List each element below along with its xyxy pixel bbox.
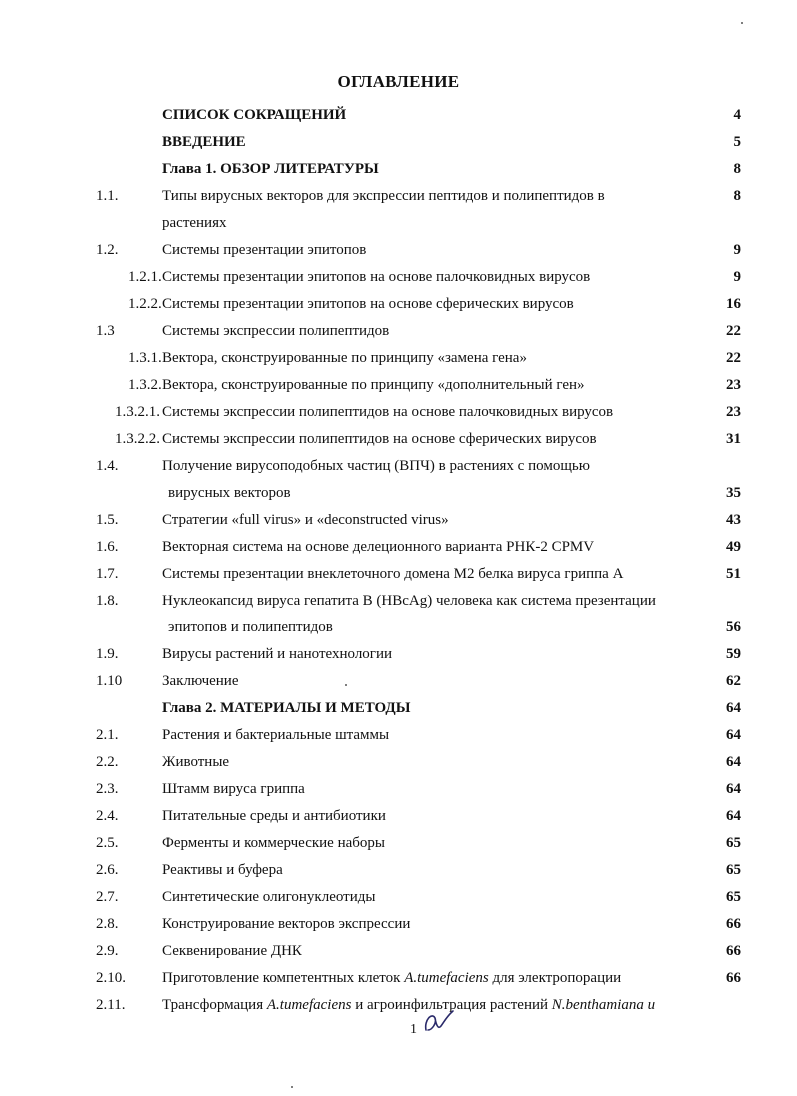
page-title: ОГЛАВЛЕНИЕ <box>337 72 460 91</box>
toc-entry-number: 1.2. <box>96 242 119 258</box>
toc-entry-text: Приготовление компетентных клеток A.tumefaciens для электропорации <box>162 970 622 986</box>
toc-entry-number: 2.2. <box>96 754 119 770</box>
toc-entry-continuation: эпитопов и полипептидов <box>168 619 333 635</box>
toc-entry-text: Заключение <box>162 673 239 689</box>
toc-entry <box>0 644 797 664</box>
toc-entry <box>0 779 797 799</box>
toc-entry <box>0 375 797 395</box>
page-number: 1 <box>410 1022 417 1037</box>
toc-entry-text: Системы презентации эпитопов <box>162 242 367 258</box>
toc-entry-number: 2.5. <box>96 835 119 851</box>
toc-entry-text: Системы экспрессии полипептидов на основе палочковидных вирусов <box>162 404 614 420</box>
toc-entry-text: Ферменты и коммерческие наборы <box>162 835 385 851</box>
toc-entry <box>0 537 797 557</box>
scan-speck <box>345 684 347 686</box>
toc-entry-page: 65 <box>726 862 741 878</box>
toc-entry-text: Глава 2. МАТЕРИАЛЫ И МЕТОДЫ <box>162 700 411 716</box>
toc-entry <box>0 456 797 476</box>
toc-entry-page: 65 <box>726 889 741 905</box>
toc-entry-page: 51 <box>726 566 741 582</box>
toc-entry <box>0 321 797 341</box>
toc-entry-page: 8 <box>733 161 741 177</box>
toc-entry-page: 64 <box>726 781 741 797</box>
toc-entry-number: 1.8. <box>96 593 119 609</box>
toc-entry-page: 43 <box>726 512 741 528</box>
toc-entry-number: 2.6. <box>96 862 119 878</box>
toc-entry-number: 1.9. <box>96 646 119 662</box>
toc-entry-number: 1.3 <box>96 323 115 339</box>
toc-entry-text: Глава 1. ОБЗОР ЛИТЕРАТУРЫ <box>162 161 379 177</box>
toc-entry-number: 1.3.1. <box>128 350 162 366</box>
toc-entry-page: 16 <box>726 296 741 312</box>
toc-entry-page: 8 <box>733 188 741 204</box>
toc-entry-page: 22 <box>726 350 741 366</box>
toc-entry-page: 66 <box>726 970 741 986</box>
toc-entry <box>0 240 797 260</box>
toc-entry-text: Вектора, сконструированные по принципу «дополнительный ген» <box>162 377 585 393</box>
toc-entry-text: Системы презентации эпитопов на основе палочковидных вирусов <box>162 269 591 285</box>
toc-entry-page: 64 <box>726 700 741 716</box>
handwritten-signature <box>422 1008 456 1038</box>
toc-entry-number: 2.1. <box>96 727 119 743</box>
toc-entry <box>0 752 797 772</box>
toc-entry-page: 31 <box>726 431 741 447</box>
toc-entry <box>0 402 797 422</box>
toc-entry-page: 9 <box>733 242 741 258</box>
toc-entry <box>0 806 797 826</box>
toc-entry <box>0 914 797 934</box>
toc-entry <box>0 294 797 314</box>
scan-speck <box>741 22 743 24</box>
toc-entry-continuation-row <box>0 483 797 503</box>
toc-entry-number: 1.3.2.2. <box>115 431 160 447</box>
toc-entry-text: Системы экспрессии полипептидов на основе сферических вирусов <box>162 431 597 447</box>
toc-entry-text: Растения и бактериальные штаммы <box>162 727 390 743</box>
toc-entry-text: Нуклеокапсид вируса гепатита В (HBcAg) человека как система презентации <box>162 593 656 609</box>
toc-entry-page: 62 <box>726 673 741 689</box>
toc-entry-number: 2.7. <box>96 889 119 905</box>
toc-entry-number: 2.4. <box>96 808 119 824</box>
toc-entry-page: 5 <box>733 134 741 150</box>
toc-entry-continuation: растениях <box>162 215 227 231</box>
toc-entry <box>0 429 797 449</box>
toc-entry-number: 1.4. <box>96 458 119 474</box>
toc-entry-number: 1.6. <box>96 539 119 555</box>
toc-entry-number: 1.10 <box>96 673 123 689</box>
toc-entry <box>0 510 797 530</box>
toc-entry-page: 56 <box>726 619 741 635</box>
toc-entry-text: Вектора, сконструированные по принципу «замена гена» <box>162 350 527 366</box>
toc-entry-page: 64 <box>726 808 741 824</box>
toc-entry-text: Вирусы растений и нанотехнологии <box>162 646 393 662</box>
toc-entry-number: 1.5. <box>96 512 119 528</box>
toc-entry-page: 9 <box>733 269 741 285</box>
toc-entry-text: Секвенирование ДНК <box>162 943 302 959</box>
toc-entry <box>0 348 797 368</box>
toc-entry-page: 23 <box>726 404 741 420</box>
toc-entry <box>0 995 797 1015</box>
toc-entry <box>0 591 797 611</box>
toc-entry-text: Реактивы и буфера <box>162 862 283 878</box>
toc-entry <box>0 159 797 179</box>
toc-entry-page: 23 <box>726 377 741 393</box>
toc-entry-page: 66 <box>726 916 741 932</box>
toc-entry-continuation-row <box>0 617 797 637</box>
toc-entry-text: ВВЕДЕНИЕ <box>162 134 246 150</box>
toc-entry <box>0 564 797 584</box>
toc-entry-number: 1.2.1. <box>128 269 162 285</box>
toc-entry <box>0 941 797 961</box>
toc-entry <box>0 860 797 880</box>
toc-entry-text: СПИСОК СОКРАЩЕНИЙ <box>162 107 347 123</box>
toc-entry <box>0 968 797 988</box>
toc-entry-text: Системы презентации эпитопов на основе сферических вирусов <box>162 296 574 312</box>
toc-entry-page: 64 <box>726 754 741 770</box>
toc-entry-text: Синтетические олигонуклеотиды <box>162 889 376 905</box>
toc-entry-text: Стратегии «full virus» и «deconstructed virus» <box>162 512 449 528</box>
toc-entry-text: Векторная система на основе делеционного варианта РНК-2 CPMV <box>162 539 595 555</box>
toc-entry-page: 4 <box>733 107 741 123</box>
toc-entry-text: Питательные среды и антибиотики <box>162 808 386 824</box>
toc-entry-continuation: вирусных векторов <box>168 485 291 501</box>
toc-entry-number: 2.11. <box>96 997 126 1013</box>
toc-entry <box>0 833 797 853</box>
toc-entry <box>0 671 797 691</box>
toc-entry-number: 1.7. <box>96 566 119 582</box>
toc-entry-number: 2.3. <box>96 781 119 797</box>
scan-speck <box>291 1086 293 1088</box>
toc-entry-text: Конструирование векторов экспрессии <box>162 916 411 932</box>
toc-entry-text: Животные <box>162 754 230 770</box>
toc-entry-page: 65 <box>726 835 741 851</box>
toc-entry-page: 59 <box>726 646 741 662</box>
toc-entry <box>0 105 797 125</box>
toc-entry-text: Системы презентации внеклеточного домена M2 белка вируса гриппа А <box>162 566 624 582</box>
toc-entry-page: 64 <box>726 727 741 743</box>
toc-entry-number: 1.3.2. <box>128 377 162 393</box>
toc-entry <box>0 887 797 907</box>
toc-entry-page: 49 <box>726 539 741 555</box>
toc-entry-text: Трансформация A.tumefaciens и агроинфильтрация растений N.benthamiana u <box>162 997 656 1013</box>
toc-entry <box>0 186 797 206</box>
toc-entry-number: 1.2.2. <box>128 296 162 312</box>
toc-entry <box>0 725 797 745</box>
toc-entry-text: Штамм вируса гриппа <box>162 781 305 797</box>
toc-entry-text: Получение вирусоподобных частиц (ВПЧ) в растениях с помощью <box>162 458 590 474</box>
toc-entry <box>0 698 797 718</box>
toc-entry <box>0 132 797 152</box>
toc-entry-number: 2.9. <box>96 943 119 959</box>
toc-entry-page: 22 <box>726 323 741 339</box>
toc-entry-number: 2.8. <box>96 916 119 932</box>
toc-entry-text: Типы вирусных векторов для экспрессии пептидов и полипептидов в <box>162 188 605 204</box>
toc-entry <box>0 267 797 287</box>
toc-entry-number: 1.3.2.1. <box>115 404 160 420</box>
toc-entry-number: 1.1. <box>96 188 119 204</box>
toc-entry-text: Системы экспрессии полипептидов <box>162 323 390 339</box>
toc-entry-number: 2.10. <box>96 970 126 986</box>
toc-entry-page: 35 <box>726 485 741 501</box>
toc-entry-page: 66 <box>726 943 741 959</box>
